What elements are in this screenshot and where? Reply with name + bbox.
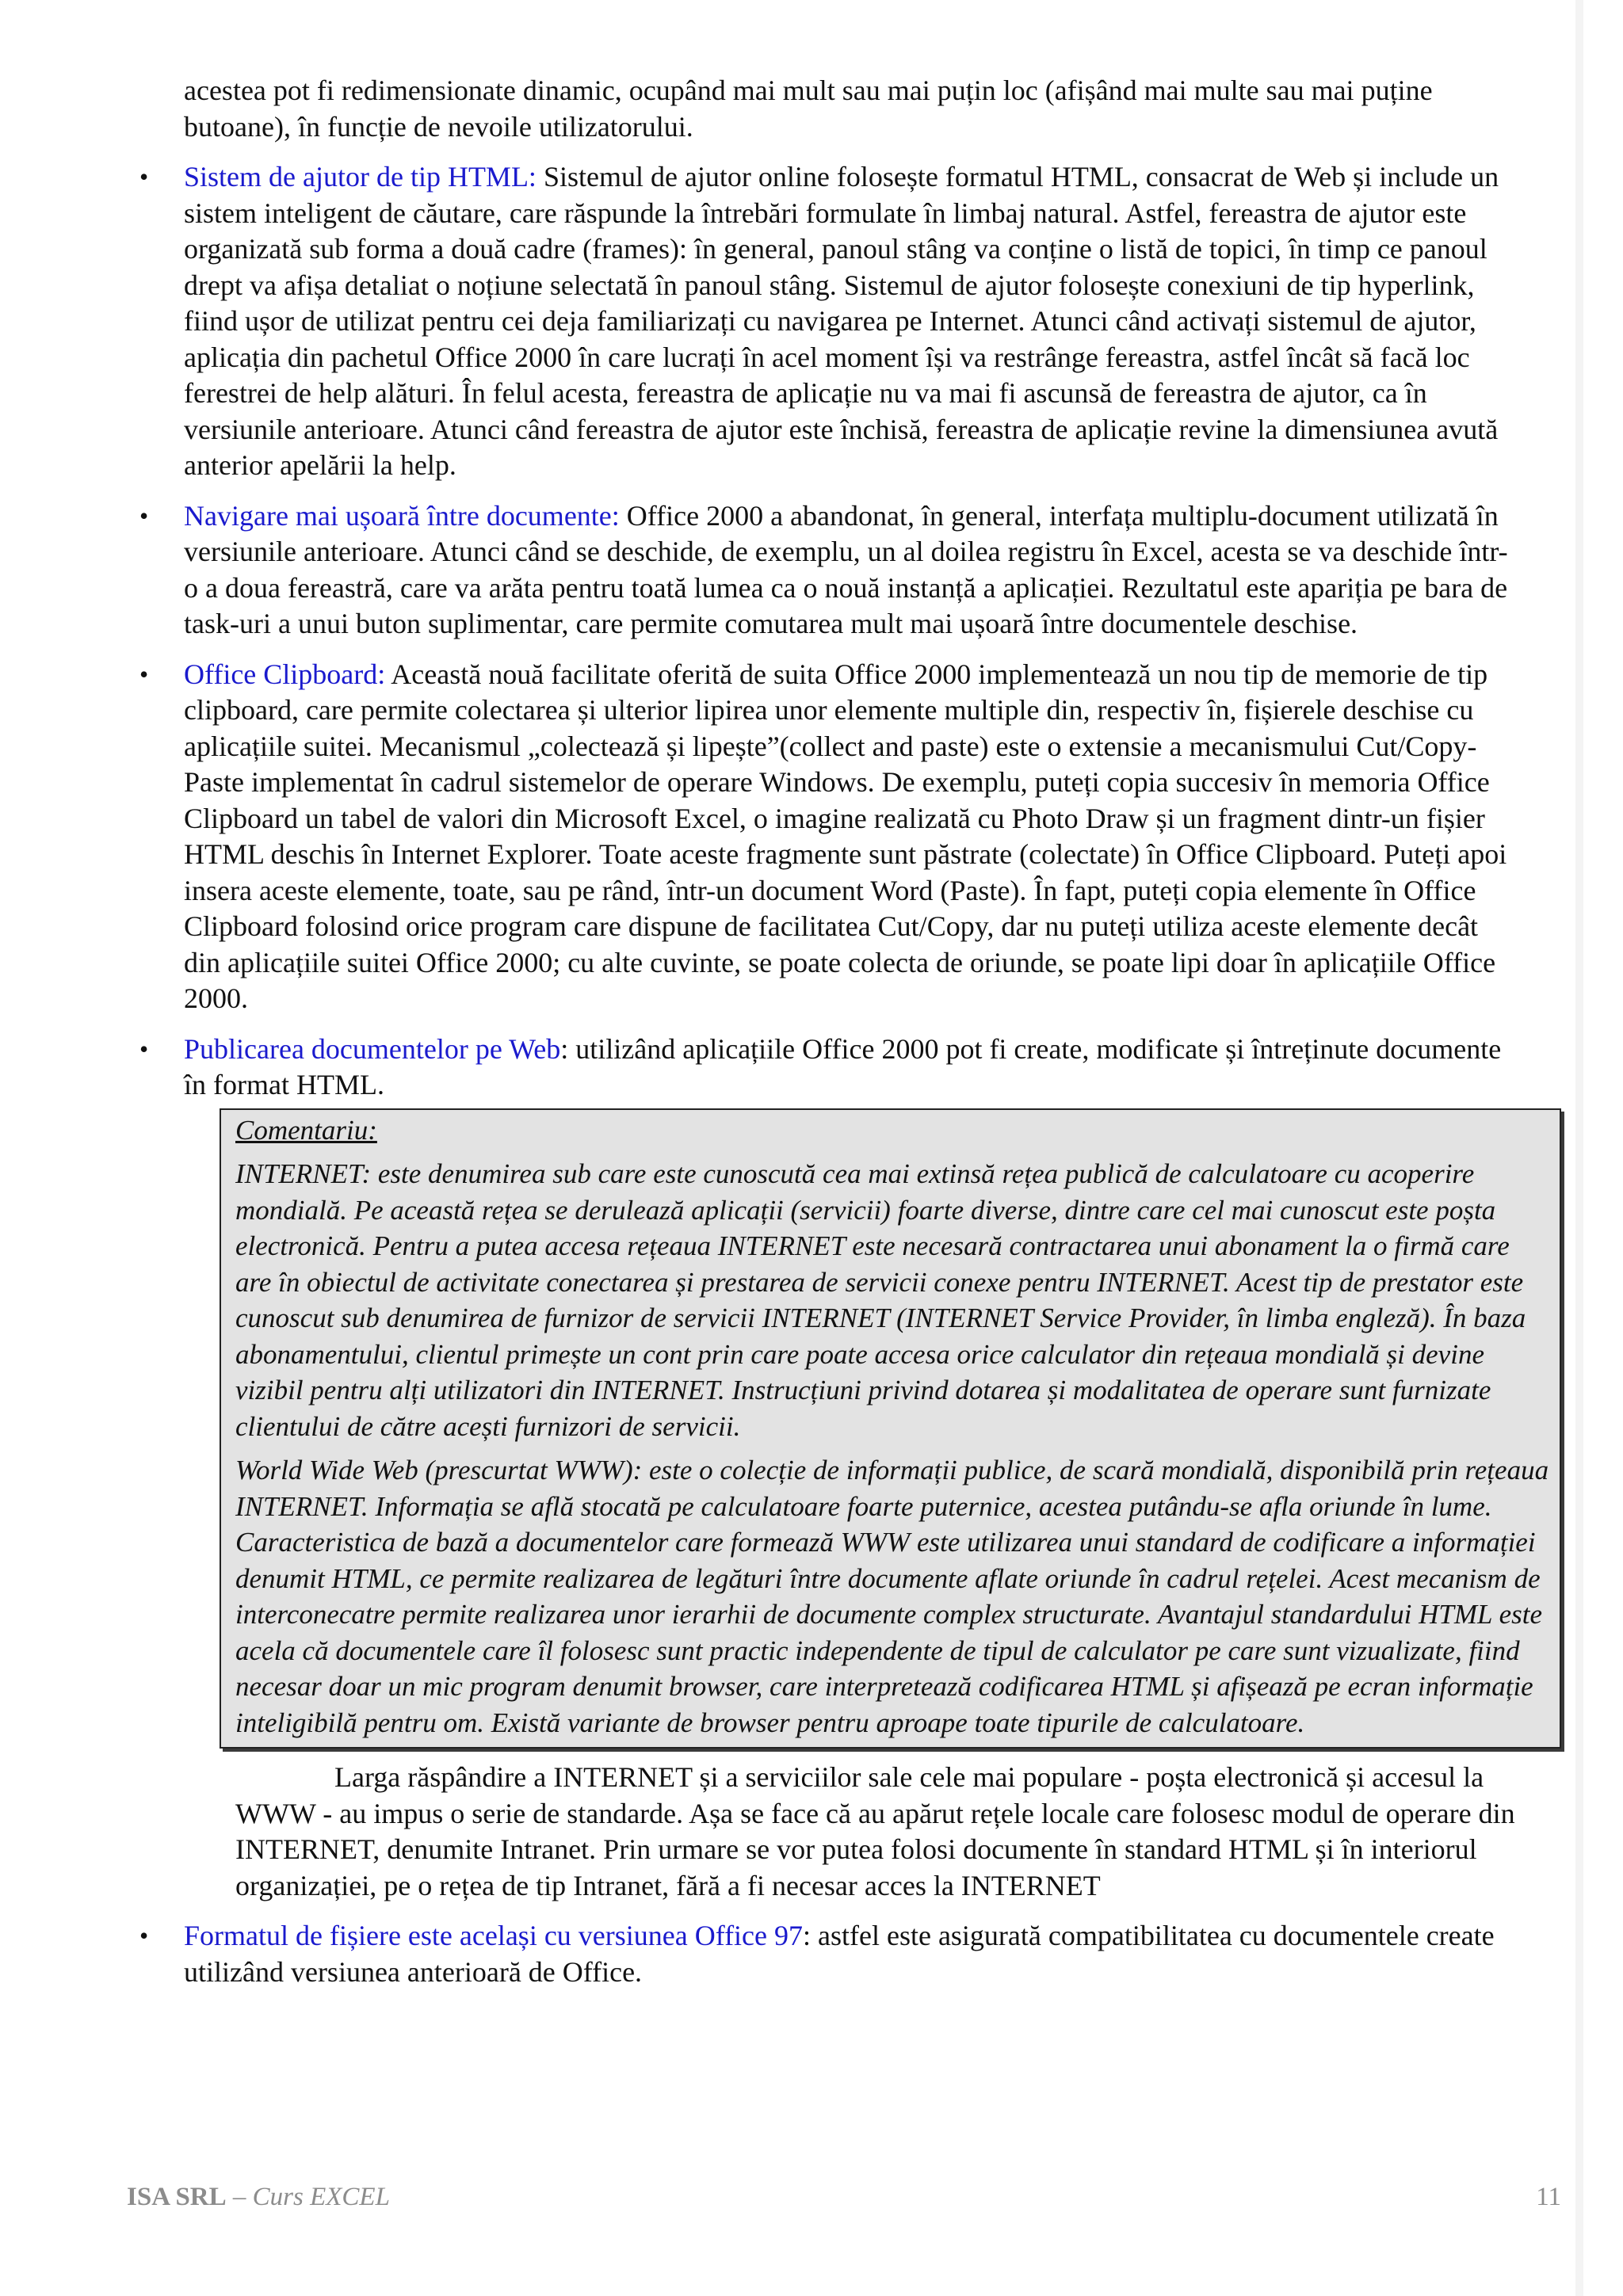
page-edge-strip (1575, 0, 1583, 2296)
bullet-item-html-help (139, 159, 1515, 484)
bullet-dot-icon: • (139, 659, 149, 688)
bullet-dot-icon: • (139, 162, 149, 191)
bullet-dot-icon: • (139, 1921, 149, 1950)
bullet-title: Navigare mai ușoară între documente: (184, 499, 620, 532)
bullet-title: Formatul de fișiere este același cu versiunea Office 97 (184, 1920, 804, 1951)
bullet-item-web-publishing (139, 1032, 1515, 1104)
comment-paragraph-internet: INTERNET: este denumirea sub care este cunoscută cea mai extinsă rețea publică de calculatoare cu acoperire mondială. Pe această rețea se derulează aplicații (servicii) foarte diverse, dintre care cel mai cunoscut este poșta electronică. Pentru a putea accesa rețeaua INTERNET este necesară contractarea unui abonament la o firmă care are în obiectul de activitate conectarea și prestarea de servicii conexe pentru INTERNET. Acest tip de prestator este cunoscut sub denumirea de furnizor de servicii INTERNET (INTERNET Service Provider, în limba engleză). În baza abonamentului, clientul primește un cont prin care poate accesa orice calculator din rețeaua mondială și devine vizibil pentru alți utilizatori din INTERNET. Instrucțiuni privind dotarea și modalitatea de operare sunt furnizate clientului de către acești furnizori de servicii. (235, 1158, 1526, 1442)
bullet-text: Această nouă facilitate oferită de suita Office 2000 implementează un nou tip de memorie de tip clipboard, care permite colectarea și ulterior lipirea unor elemente multiple din, respectiv în, fișierele deschise cu aplicațiile suitei. Mecanismul „colectează și lipește”(collect and paste) este o extensie a mecanismului Cut/Copy-Paste implementat în cadrul sistemelor de operare Windows. De exemplu, puteți copia succesiv în memoria Office Clipboard un tabel de valori din Microsoft Excel, o imagine realizată cu Photo Draw și un fragment dintr-un fișier HTML deschis în Internet Explorer. Toate aceste fragmente sunt păstrate (colectate) în Office Clipboard. Puteți apoi insera aceste elemente, toate, sau pe rând, într-un document Word (Paste). În fapt, puteți copia elemente în Office Clipboard folosind orice program care dispune de facilitatea Cut/Copy, dar nu puteți utiliza aceste elemente decât din aplicațiile suitei Office 2000; cu alte cuvinte, se poate colecta de oriunde, se poate lipi doar în aplicațiile Office 2000. (184, 658, 1507, 1014)
bullet-item-file-format (139, 1918, 1515, 1990)
bullet-dot-icon: • (139, 1034, 149, 1063)
bullet-item-navigation (139, 498, 1515, 643)
intro-continuation-paragraph: acestea pot fi redimensionate dinamic, ocupând mai mult sau mai puțin loc (afișând mai multe sau mai puține butoane), în funcție de nevoile utilizatorului. (184, 74, 1433, 143)
after-comment-paragraph: Larga răspândire a INTERNET și a serviciilor sale cele mai populare - poșta electronică și accesul la WWW - au impus o serie de standarde. Așa se face că au apărut rețele locale care folosesc modul de operare din INTERNET, denumite Intranet. Prin urmare se vor putea folosi documente în standard HTML și în interiorul organizației, pe o rețea de tip Intranet, fără a fi necesar acces la INTERNET (235, 1761, 1515, 1901)
comment-paragraph-www: World Wide Web (prescurtat WWW): este o colecție de informații publice, de scară mondială, disponibilă prin rețeaua INTERNET. Informația se află stocată pe calculatoare foarte puternice, acestea putându-se afla oriunde în lume. Caracteristica de bază a documentelor care formează WWW este utilizarea unui standard de codificare a informației denumit HTML, ce permite realizarea de legături între documente aflate oriunde în cadrul rețelei. Acest mecanism de interconecatre permite realizarea unor ierarhii de documente complex structurate. Avantajul standardului HTML este acela că documentele care îl folosesc sunt practic independente de tipul de calculator pe care sunt vizualizate, fiind necesar doar un mic program denumit browser, care interpretează codificarea HTML și afișează pe ecran informație inteligibilă pentru om. Există variante de browser pentru aproape toate tipurile de calculatoare. (235, 1455, 1549, 1738)
bullet-item-office-clipboard (139, 657, 1515, 1017)
comment-title: Comentariu: (235, 1114, 377, 1146)
bullet-title: Sistem de ajutor de tip HTML: (184, 161, 537, 193)
bullet-title: Publicarea documentelor pe Web (184, 1032, 561, 1065)
bullet-text: : utilizând aplicațiile Office 2000 pot fi create, modificate și întreținute documente în format HTML. (184, 1032, 1502, 1100)
bullet-dot-icon: • (139, 501, 149, 530)
bullet-title: Office Clipboard: (184, 658, 386, 690)
footer-left (127, 2183, 390, 2212)
footer-page-number: 11 (1536, 2183, 1561, 2211)
footer-course: Curs EXCEL (252, 2183, 390, 2211)
page-footer (127, 2183, 1561, 2221)
bullet-text: Office 2000 a abandonat, în general, interfața multiplu-document utilizată în versiunile anterioare. Atunci când se deschide, de exemplu, un al doilea registru în Excel, acesta se va deschide într-o a doua fereastră, care va arăta pentru toată lumea ca o nouă instanță a aplicației. Rezultatul este apariția pe bara de task-uri a unui buton suplimentar, care permite comutarea mult mai ușoară între documentele deschise. (184, 499, 1508, 639)
footer-company: ISA SRL (127, 2183, 227, 2211)
comment-box (220, 1108, 1561, 1749)
page-content (139, 73, 1549, 2004)
bullet-text: : astfel este asigurată compatibilitatea cu documentele create utilizând versiunea anterioară de Office. (184, 1920, 1495, 1988)
footer-separator: – (226, 2183, 253, 2211)
bullet-text: Sistemul de ajutor online folosește formatul HTML, consacrat de Web și include un sistem inteligent de căutare, care răspunde la întrebări formulate în limbaj natural. Astfel, fereastra de ajutor este organizată sub forma a două cadre (frames): în general, panoul stâng va conține o listă de topici, în timp ce panoul drept va afișa detaliat o noțiune selectată în panoul stâng. Sistemul de ajutor folosește conexiuni de tip hyperlink, fiind ușor de utilizat pentru cei deja familiarizați cu navigarea pe Internet. Atunci când activați sistemul de ajutor, aplicația din pachetul Office 2000 în care lucrați în acel moment își va restrânge fereastra, astfel încât să facă loc ferestrei de help alături. În felul acesta, fereastra de aplicație nu va mai fi ascunsă de fereastra de ajutor, ca în versiunile anterioare. Atunci când fereastra de ajutor este închisă, fereastra de aplicație revine la dimensiunea avută anterior apelării la help. (184, 161, 1499, 481)
